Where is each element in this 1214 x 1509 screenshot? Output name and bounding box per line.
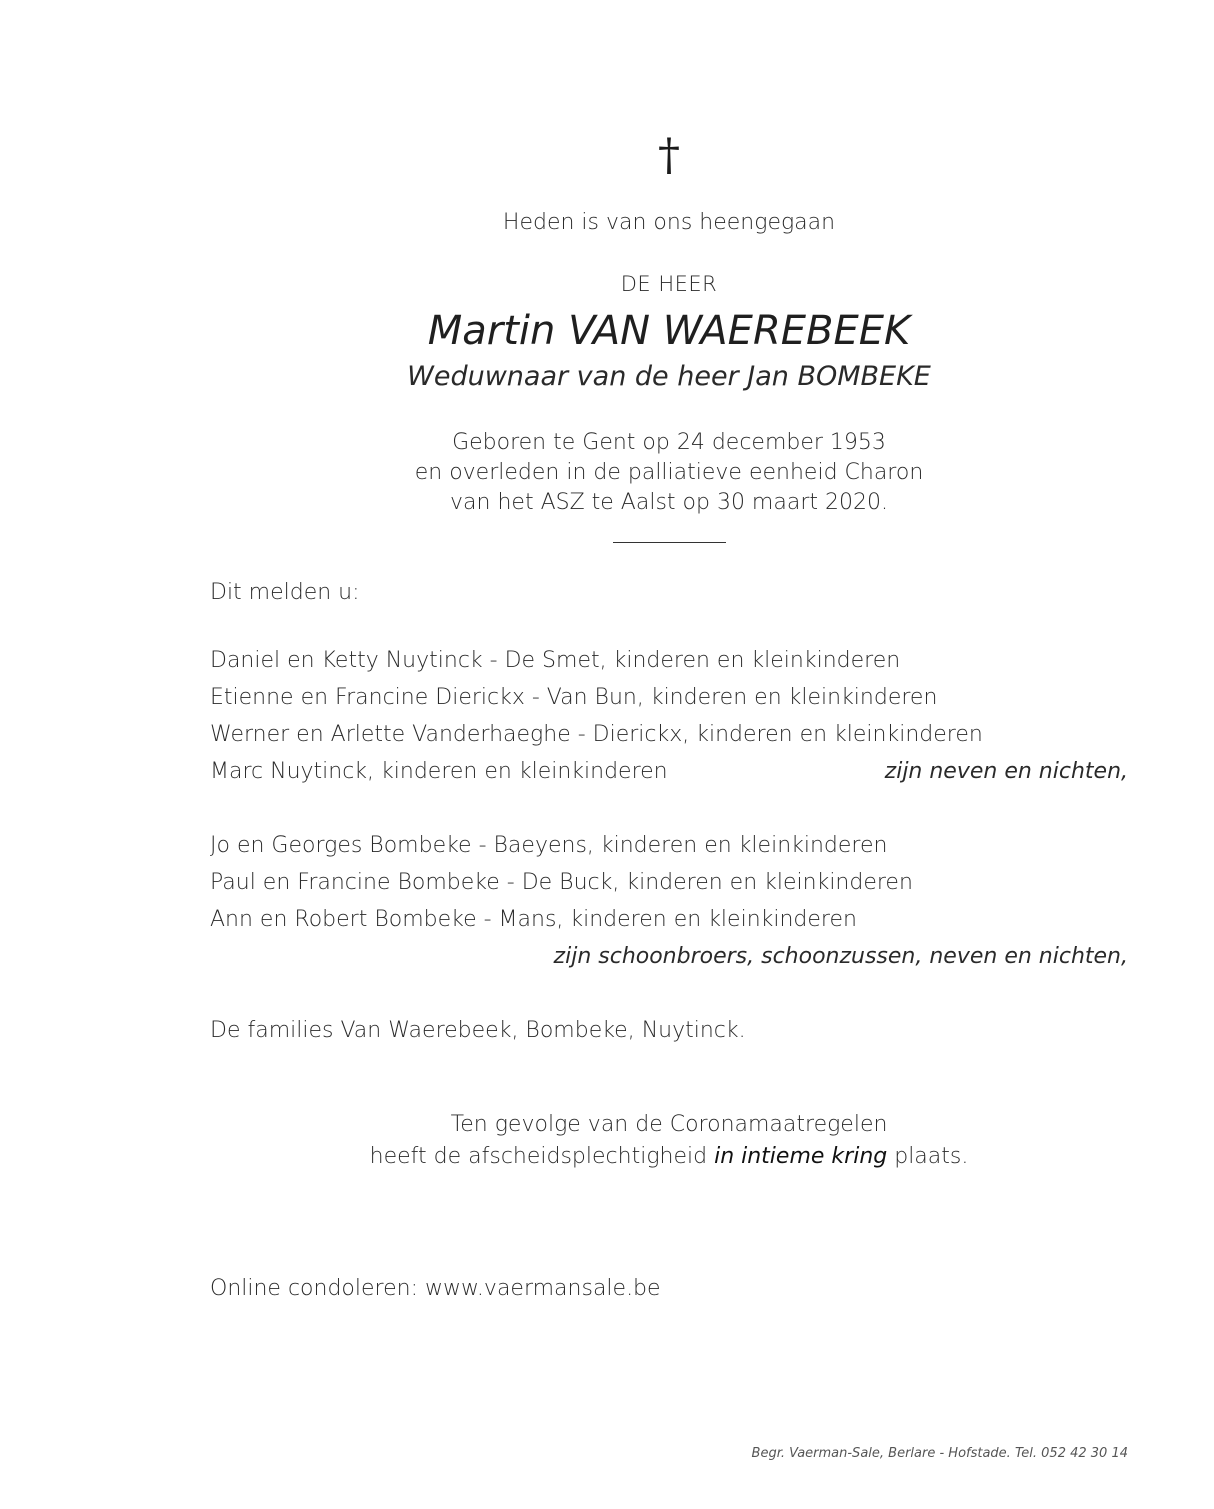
relation-text: zijn neven en nichten, <box>884 759 1128 784</box>
divider <box>613 542 726 543</box>
announce-text: Dit melden u: <box>210 580 360 605</box>
list-item: Jo en Georges Bombeke - Baeyens, kinderen en kleinkinderen <box>210 833 888 858</box>
list-item: Daniel en Ketty Nuytinck - De Smet, kinderen en kleinkinderen <box>210 648 901 673</box>
online-condolence-link[interactable]: Online condoleren: www.vaermansale.be <box>210 1276 661 1301</box>
ceremony-notice <box>0 1109 1214 1173</box>
list-item: Marc Nuytinck, kinderen en kleinkinderen <box>210 759 668 784</box>
list-item: Werner en Arlette Vanderhaeghe - Dierickx, kinderen en kleinkinderen <box>210 722 983 747</box>
born-line-1: Geboren te Gent op 24 december 1953 <box>452 430 886 455</box>
funeral-home-footer: Begr. Vaerman-Sale, Berlare - Hofstade. Tel. 052 42 30 14 <box>751 1446 1128 1461</box>
deceased-subtitle: Weduwnaar van de heer Jan BOMBEKE <box>407 361 931 392</box>
notice-line-1: Ten gevolge van de Coronamaatregelen <box>450 1112 888 1137</box>
notice-emphasis: in intieme kring <box>714 1144 888 1169</box>
list-item: Paul en Francine Bombeke - De Buck, kinderen en kleinkinderen <box>210 870 913 895</box>
cross-icon: † <box>658 130 680 181</box>
intro-text: Heden is van ons heengegaan <box>502 210 836 235</box>
list-item: Etienne en Francine Dierickx - Van Bun, kinderen en kleinkinderen <box>210 685 938 710</box>
relation-text: zijn schoonbroers, schoonzussen, neven en nichten, <box>553 944 1128 969</box>
birth-death-details <box>0 428 1214 518</box>
name-prefix: DE HEER <box>620 272 718 296</box>
notice-line-2: heeft de afscheidsplechtigheid in intieme kring plaats. <box>369 1144 969 1169</box>
deceased-name: Martin VAN WAEREBEEK <box>427 308 911 354</box>
list-item: Ann en Robert Bombeke - Mans, kinderen en kleinkinderen <box>210 907 857 932</box>
families-text: De families Van Waerebeek, Bombeke, Nuytinck. <box>210 1018 746 1043</box>
born-line-3: van het ASZ te Aalst op 30 maart 2020. <box>450 490 888 515</box>
born-line-2: en overleden in de palliatieve eenheid Charon <box>414 460 924 485</box>
